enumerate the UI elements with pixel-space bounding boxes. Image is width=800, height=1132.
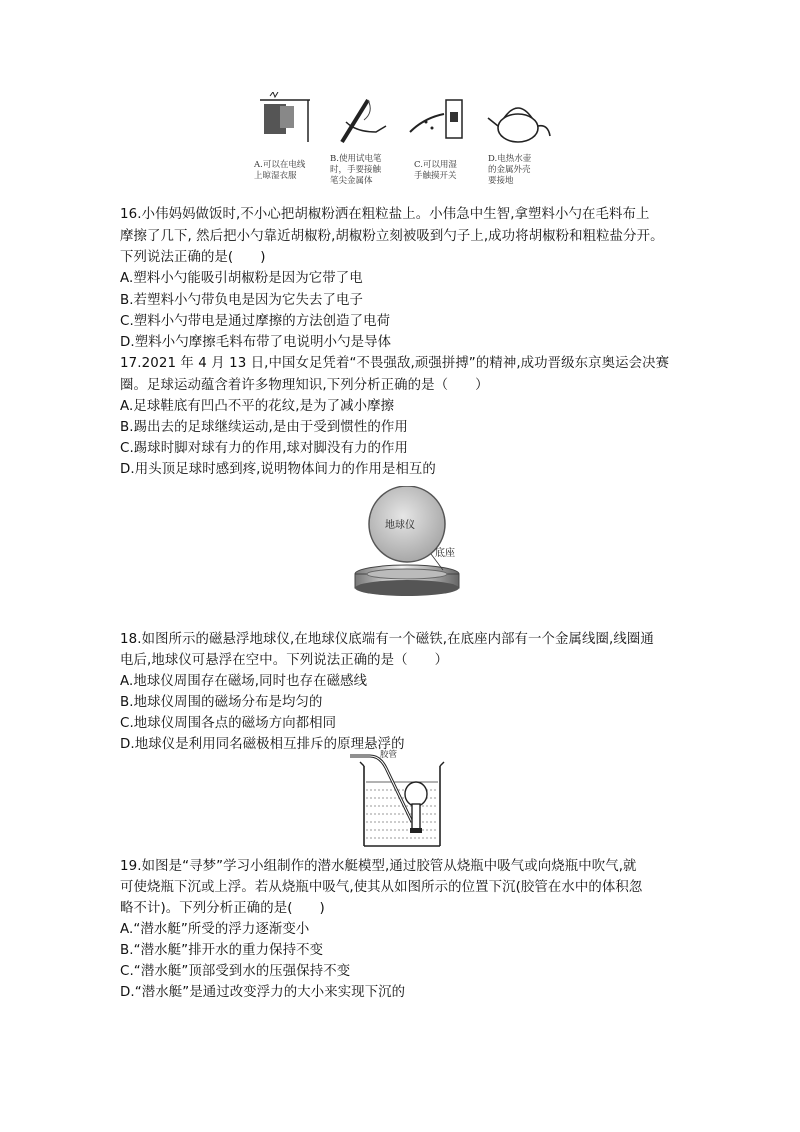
q18-option-b: B.地球仪周围的磁场分布是均匀的 (120, 695, 323, 710)
q19-option-b: B.“潜水艇”排开水的重力保持不变 (120, 943, 324, 958)
q17-option-c: C.踢球时脚对球有力的作用,球对脚没有力的作用 (120, 441, 408, 456)
q16-option-a: A.塑料小勺能吸引胡椒粉是因为它带了电 (120, 271, 363, 286)
q16-option-c: C.塑料小勺带电是通过摩擦的方法创造了电荷 (120, 314, 391, 329)
test-pen-icon (342, 100, 386, 142)
q16-option-d: D.塑料小勺摩擦毛料布带了电说明小勺是导体 (120, 335, 392, 350)
q16-stem-line-3: 下列说法正确的是( ) (120, 250, 266, 265)
q17-stem-line-1: 17.2021 年 4 月 13 日,中国女足凭着“不畏强敌,顽强拼搏”的精神,成功晋级东京奥运会决赛 (120, 356, 670, 371)
wet-hand-switch-icon (410, 100, 462, 138)
q17-option-a: A.足球鞋底有凹凸不平的花纹,是为了减小摩擦 (120, 399, 395, 414)
wet-clothes-on-wire-icon (260, 92, 310, 142)
submarine-illustration (340, 752, 455, 852)
q16-stem-line-1: 16.小伟妈妈做饭时,不小心把胡椒粉洒在粗粒盐上。小伟急中生智,拿塑料小勺在毛料布上 (120, 207, 650, 222)
caption-c: C.可以用湿 手触摸开关 (414, 160, 457, 181)
q19-stem-line-3: 略不计)。下列分析正确的是( ) (120, 901, 325, 916)
caption-a: A.可以在电线 上晾湿衣服 (254, 160, 306, 181)
electric-kettle-icon (488, 108, 550, 142)
q18-option-c: C.地球仪周围各点的磁场方向都相同 (120, 716, 337, 731)
maglev-globe-figure (345, 486, 470, 606)
tube (350, 756, 412, 822)
q18-option-d: D.地球仪是利用同名磁极相互排斥的原理悬浮的 (120, 737, 405, 752)
flask (405, 782, 427, 833)
q19-option-c: C.“潜水艇”顶部受到水的压强保持不变 (120, 964, 351, 979)
electric-safety-illustrations (250, 92, 560, 152)
q18-stem-line-2: 电后,地球仪可悬浮在空中。下列说法正确的是（ ） (120, 653, 449, 668)
q19-option-d: D.“潜水艇”是通过改变浮力的大小来实现下沉的 (120, 985, 406, 1000)
q17-option-d: D.用头顶足球时感到疼,说明物体间力的作用是相互的 (120, 462, 436, 477)
globe-label: 地球仪 (385, 520, 415, 531)
q17-option-b: B.踢出去的足球继续运动,是由于受到惯性的作用 (120, 420, 408, 435)
q19-stem-line-1: 19.如图是“寻梦”学习小组制作的潜水艇模型,通过胶管从烧瓶中吸气或向烧瓶中吹气,就 (120, 859, 637, 874)
caption-b: B.使用试电笔 时，手要接触 笔尖金属体 (330, 154, 382, 186)
q18-option-a: A.地球仪周围存在磁场,同时也存在磁感线 (120, 674, 368, 689)
caption-d: D.电热水壶 的金属外壳 要接地 (488, 154, 532, 186)
q19-stem-line-2: 可使烧瓶下沉或上浮。若从烧瓶中吸气,使其从如图所示的位置下沉(胶管在水中的体积忽 (120, 880, 643, 895)
q16-option-b: B.若塑料小勺带负电是因为它失去了电子 (120, 293, 363, 308)
submarine-model-figure (340, 752, 455, 852)
q17-stem-line-2: 圈。足球运动蕴含着许多物理知识,下列分析正确的是（ ） (120, 378, 489, 393)
q16-stem-line-2: 摩擦了几下, 然后把小勺靠近胡椒粉,胡椒粉立刻被吸到勺子上,成功将胡椒粉和粗粒盐分开。 (120, 229, 664, 244)
electric-safety-figure (250, 92, 560, 192)
q18-stem-line-1: 18.如图所示的磁悬浮地球仪,在地球仪底端有一个磁铁,在底座内部有一个金属线圈,线圈通 (120, 632, 654, 647)
tube-label: 胶管 (380, 750, 398, 760)
q19-option-a: A.“潜水艇”所受的浮力逐渐变小 (120, 922, 310, 937)
base-label: 底座 (435, 548, 455, 559)
